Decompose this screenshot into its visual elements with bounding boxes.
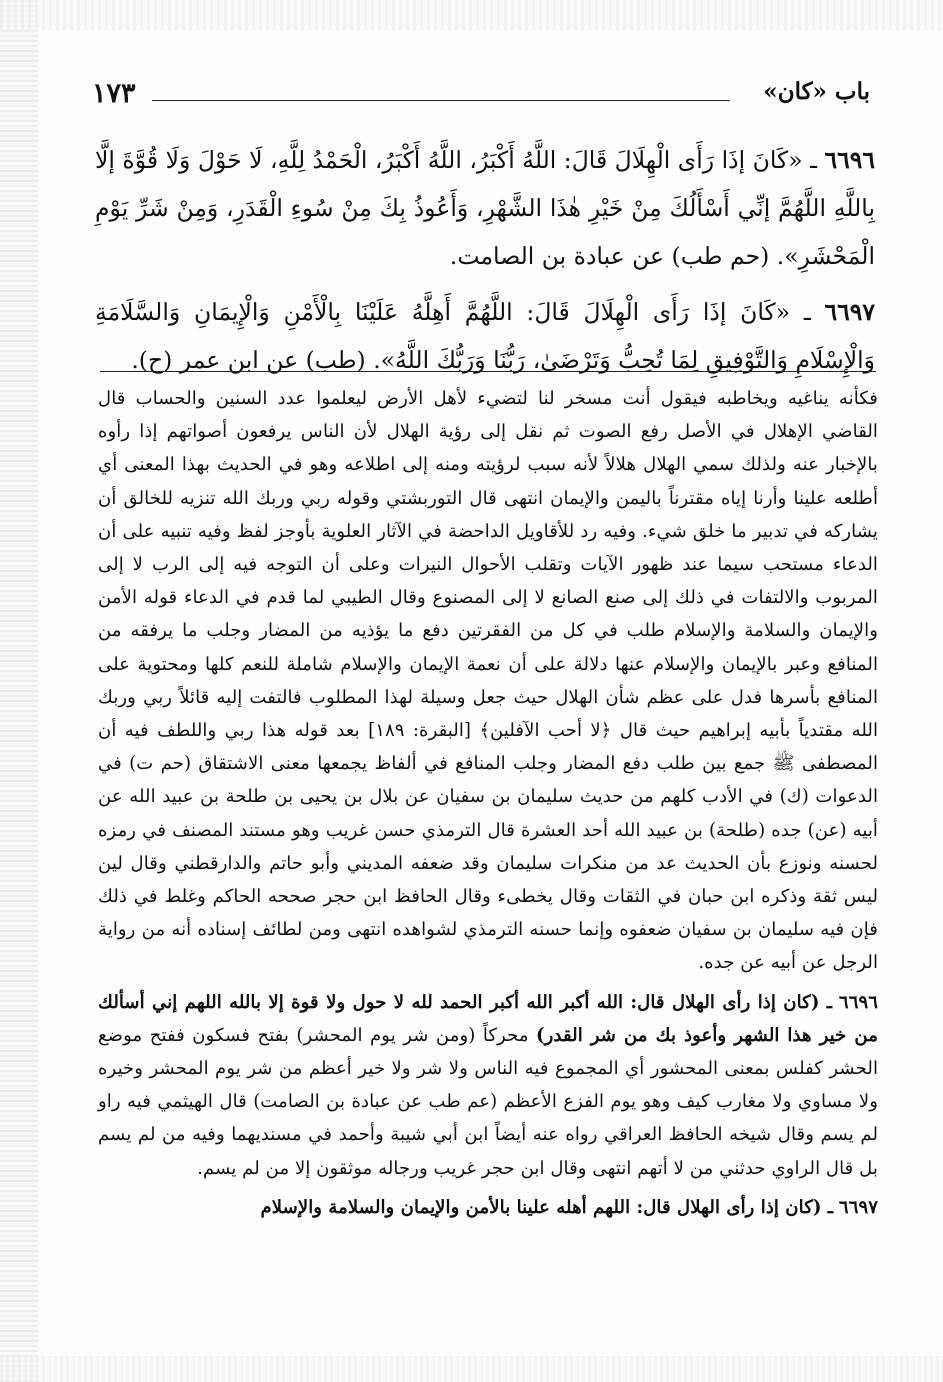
entry-number: ٦٦٩٦ bbox=[838, 991, 878, 1013]
commentary-entry-6696 bbox=[98, 986, 878, 1185]
entry-text: محركاً (ومن شر يوم المحشر) بفتح فسكون ففتح موضع الحشر كفلس بمعنى المحشور أي المجموع فيه الناس ولا شر ولا خير أعظم من شر يوم المحشر وخيره ولا مساوي ولا مغارب كيف وهو يوم الفزع الأعظم (عم طب عن عبادة بن الصامت) قال الهيثمي فيه راو لم يسم وقال شيخه الحافظ العراقي رواه عنه أيضاً ابن أبي شيبة وأحمد في مسنديهما وفيه من لم يسم بل قال الراوي حدثني من لا أتهم انتهى وقال ابن حجر غريب ورجاله موثقون إلا من لم يسم. bbox=[98, 1024, 878, 1179]
commentary-entry-6697 bbox=[98, 1191, 878, 1224]
scan-edge-bottom bbox=[0, 1356, 943, 1382]
header-rule bbox=[152, 100, 730, 101]
hadith-main-text bbox=[95, 136, 875, 392]
scan-edge-left bbox=[0, 0, 38, 1382]
hadith-text: ـ «كَانَ إذَا رَأَى الْهِلَالَ قَالَ: اللَّهُ أَكْبَرُ، اللَّهُ أَكْبَرُ، الْحَمْدُ لِلَّهِ، لَا حَوْلَ وَلَا قُوَّةَ إلَّا بِاللَّهِ اللَّهُمَّ إنِّي أَسْأَلُكَ مِنْ خَيْرِ هٰذَا الشَّهْرِ، وَأَعُوذُ بِكَ مِنْ سُوءِ الْقَدَرِ، وَمِنْ شَرِّ يَوْمِ الْمَحْشَرِ». (حم طب) عن عبادة بن الصامت. bbox=[95, 146, 875, 270]
commentary-continuation: فكأنه يناغيه ويخاطبه فيقول أنت مسخر لنا لتضيء لأهل الأرض ليعلموا عدد السنين والحساب قال القاضي الإهلال في الأصل رفع الصوت ثم نقل إلى رؤية الهلال لأن الناس يرفعون أصواتهم إذا رأوه بالإخبار عنه ولذلك سمي الهلال هلالاً لأنه سبب لرؤيته ومنه إلى اطلاعه وهو في الحديث بهذا المعنى أي أطلعه علينا وأرنا إياه مقترناً باليمن والإيمان انتهى قال التوربشتي وقوله ربي وربك الله تنزيه للخالق أن يشاركه في تدبير ما خلق شيء. وفيه رد للأقاويل الداحضة في الآثار العلوية بأوجز لفظ وفيه تنبيه على أن الدعاء مستحب سيما عند ظهور الآيات وتقلب الأحوال النيرات وعلى أن التوجه فيه إلى الرب لا إلى المربوب والالتفات في ذلك إلى صنع الصانع لا إلى المصنوع وقال الطيبي لما قدم في الدعاء قوله الأمن والإيمان والسلامة والإسلام طلب في كل من الفقرتين دفع ما يؤذيه من المضار وجلب ما يرفقه من المنافع وعبر بالإيمان والإسلام عنها دلالة على أن نعمة الإيمان والإسلام شاملة للنعم كلها ومحتوية على المنافع بأسرها فدل على عظم شأن الهلال حيث جعل وسيلة لهذا المطلوب فالتفت إليه قائلاً ربي وربك الله مقتدياً بأبيه إبراهيم حيث قال ﴿لا أحب الآفلين﴾ [البقرة: ١٨٩] بعد قوله هذا ربي واللطف فيه أن المصطفى ﷺ جمع بين طلب دفع المضار وجلب المنافع في ألفاظ يجمعها معنى الاشتقاق (حم ت) في الدعوات (ك) في الأدب كلهم من حديث سليمان بن سفيان عن بلال بن يحيى بن طلحة بن عبيد الله عن أبيه (عن) جده (طلحة) بن عبيد الله أحد العشرة قال الترمذي حسن غريب وهو مستند المصنف في رمزه لحسنه ونوزع بأن الحديث عد من منكرات سليمان وقد ضعفه المديني وأبو حاتم والدارقطني وقال لين ليس ثقة وذكره ابن حبان في الثقات وقال يخطىء وقال الحافظ ابن حجر صححه الحاكم وغلط في ذلك فإن فيه سليمان بن سفيان ضعفوه وإنما حسنه الترمذي لشواهده انتهى ومن لطائف إسناده أنه من رواية الرجل عن أبيه عن جده. bbox=[98, 388, 879, 974]
hadith-6697 bbox=[95, 288, 875, 384]
hadith-number: ٦٦٩٦ bbox=[824, 146, 875, 174]
scan-edge-top bbox=[0, 0, 943, 30]
hadith-text: ـ «كَانَ إذَا رَأَى الْهِلَالَ قَالَ: اللَّهُمَّ أَهِلَّهُ عَلَيْنَا بِالْأَمْنِ وَالْإِيمَانِ وَالسَّلَامَةِ وَالْإِسْلَامِ وَالتَّوْفِيقِ لِمَا تُحِبُّ وَتَرْضَىٰ، رَبُّنَا وَرَبُّكَ اللَّهُ». (طب) عن ابن عمر (ح). bbox=[95, 298, 875, 374]
hadith-number: ٦٦٩٧ bbox=[824, 298, 875, 326]
entry-lead: ـ (كان إذا رأى الهلال قال: الله أكبر الله أكبر الحمد لله لا حول ولا قوة إلا بالله اللهم إني أسألك من خير هذا الشهر وأعوذ بك من شر القدر) bbox=[98, 991, 878, 1046]
hadith-6696 bbox=[95, 136, 875, 280]
chapter-title: باب «كان» bbox=[763, 78, 870, 105]
page-number: ١٧٣ bbox=[92, 78, 136, 109]
entry-number: ٦٦٩٧ bbox=[838, 1196, 878, 1218]
running-header bbox=[92, 76, 870, 116]
entry-lead: ـ (كان إذا رأى الهلال قال: اللهم أهله علينا بالأمن والإيمان والسلامة والإسلام bbox=[260, 1196, 834, 1218]
section-divider bbox=[100, 371, 876, 372]
commentary-text bbox=[98, 382, 878, 1224]
